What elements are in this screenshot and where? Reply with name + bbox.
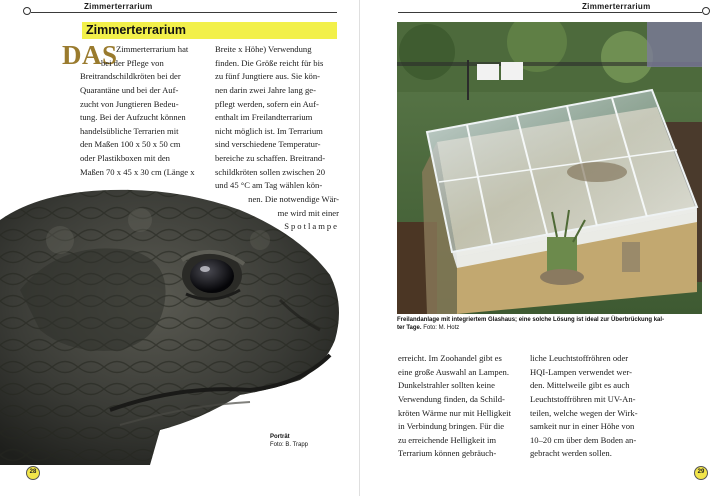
text-line: 10–20 cm über dem Boden an- — [530, 434, 637, 445]
text-column-2 — [530, 352, 654, 461]
text-line: zu erreichende Helligkeit im — [398, 434, 497, 445]
running-head-bullet-icon — [23, 7, 31, 15]
page-number: 29 — [694, 466, 708, 480]
text-line: tung. Bei der Aufzucht können — [80, 112, 186, 123]
running-head-rule — [31, 12, 337, 13]
text-line: zucht von Jungtieren Bedeu- — [80, 98, 179, 109]
photo-caption-line-2: ter Tage. — [397, 325, 422, 331]
page-number: 28 — [26, 466, 40, 480]
text-line: finden. Die Größe reicht für bis — [215, 57, 324, 68]
text-line: den Maßen 100 x 50 x 50 cm — [80, 139, 181, 150]
running-head-bullet-icon — [702, 7, 710, 15]
text-line: liche Leuchtstoffröhren oder — [530, 353, 629, 363]
photo-caption-credit: Foto: M. Hotz — [423, 325, 460, 331]
text-line: zu fünf Jungtiere aus. Sie kön- — [215, 71, 321, 82]
right-page — [360, 0, 720, 496]
text-line: samkeit nur in einer Höhe von — [530, 421, 635, 432]
dropcap: DAS — [62, 40, 118, 70]
photo-caption-line-1: Freilandanlage mit integriertem Glashaus; eine solche Lösung ist ideal zur Überbrückung kal- — [397, 317, 665, 323]
running-head: Zimmerterrarium — [84, 2, 153, 11]
text-line: kröten Wärme nur mit Helligkeit — [398, 407, 511, 418]
greenhouse-photo — [397, 22, 702, 314]
text-line: pflegt werden, sofern ein Auf- — [215, 98, 319, 109]
text-line: sind verschiedene Temperatur- — [215, 139, 321, 150]
text-line: erreicht. Im Zoohandel gibt es — [398, 353, 502, 363]
text-line: me wird mit einer — [277, 207, 339, 218]
text-line: Breite x Höhe) Verwendung — [215, 44, 312, 54]
text-line: Breitrandschildkröten bei der — [80, 71, 181, 82]
photo-caption-title: Porträt — [270, 434, 290, 440]
text-line: Maßen 70 x 45 x 30 cm (Länge x — [80, 166, 195, 177]
text-column-1 — [80, 43, 205, 179]
text-line: bereiche zu schaffen. Breitrand- — [215, 153, 326, 164]
text-line: oder Plastikboxen mit den — [80, 153, 170, 164]
text-line: nen darin zwei Jahre lang ge- — [215, 84, 316, 95]
text-line: in Verbindung bringen. Für die — [398, 421, 505, 432]
text-line: HQI-Lampen verwendet wer- — [530, 366, 632, 377]
photo-caption — [270, 433, 308, 449]
text-line: Quarantäne und bei der Auf- — [80, 84, 179, 95]
text-column-1 — [398, 352, 520, 461]
text-line: und 45 °C am Tag wählen kön- — [215, 180, 323, 191]
photo-caption — [397, 316, 707, 332]
photo-caption-credit: Foto: B. Trapp — [270, 442, 309, 448]
text-line: schildkröten sollen zwischen 20 — [215, 166, 326, 177]
section-title-box — [82, 22, 337, 39]
running-head-rule — [398, 12, 702, 13]
text-line: nicht möglich ist. Im Terrarium — [215, 125, 323, 136]
running-head: Zimmerterrarium — [582, 2, 651, 11]
text-line: handelsübliche Terrarien mit — [80, 125, 179, 136]
text-line: Leuchtstoffröhren mit UV-An- — [530, 393, 636, 404]
text-line: Spotlampe — [284, 221, 339, 232]
text-line: nen. Die notwendige Wär- — [248, 194, 339, 205]
text-line: Terrarium können gebräuch- — [398, 448, 497, 459]
text-line: Verwendung finden, da Schild- — [398, 393, 505, 404]
text-line: enthalt im Freilandterrarium — [215, 112, 313, 123]
text-line: Dunkelstrahler sollten keine — [398, 380, 495, 391]
text-line: den. Mittelweile gibt es auch — [530, 380, 630, 391]
text-line: eine große Auswahl an Lampen. — [398, 366, 509, 377]
tortoise-head-photo — [0, 180, 345, 465]
text-line: gebracht werden sollen. — [530, 448, 612, 459]
section-title: Zimmerterrarium — [86, 23, 187, 37]
text-line: Zimmerterrarium hat — [116, 44, 189, 54]
text-line: teilen, welche wegen der Wirk- — [530, 407, 638, 418]
text-line: bei der Pflege von — [101, 57, 164, 68]
